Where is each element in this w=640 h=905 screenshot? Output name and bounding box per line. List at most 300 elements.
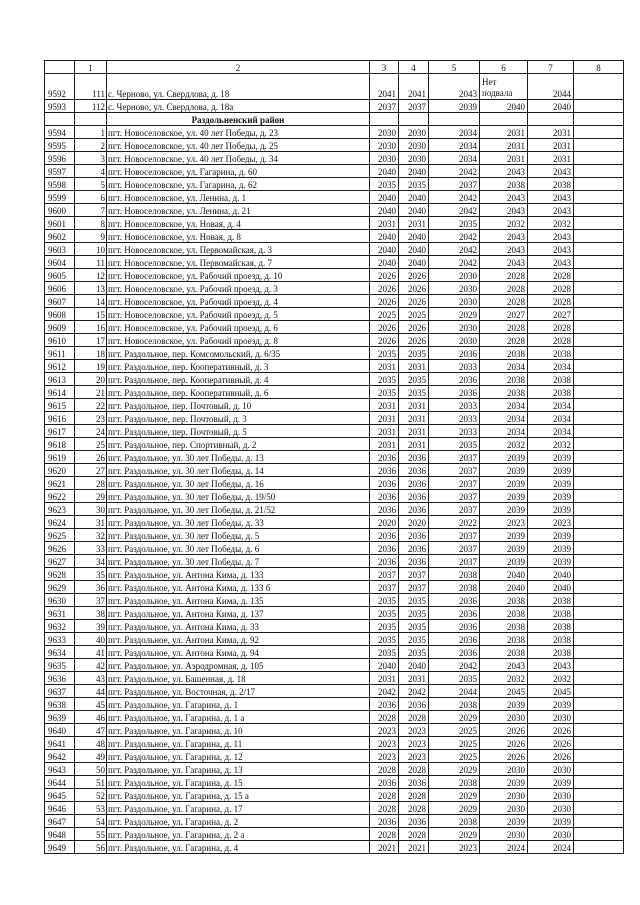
year-cell-col7: 2040 <box>528 581 574 594</box>
year-cell-col5: 2030 <box>429 295 480 308</box>
year-cell-col4: 2025 <box>399 308 429 321</box>
year-cell-col4: 2026 <box>399 334 429 347</box>
year-cell-col3: 2036 <box>370 555 399 568</box>
address-cell: пгт. Раздольное, пер. Кооперативный, д. 6 <box>107 386 370 399</box>
year-cell-col3: 2031 <box>370 425 399 438</box>
table-row <box>45 776 624 789</box>
table-row <box>45 529 624 542</box>
year-cell-col3: 2031 <box>370 360 399 373</box>
year-cell-col4: 2036 <box>399 555 429 568</box>
year-cell-col8 <box>574 451 624 464</box>
year-cell-col7: 2032 <box>528 438 574 451</box>
address-cell: пгт. Новоселовское, ул. Рабочий проезд, д. 3 <box>107 282 370 295</box>
year-cell-col4: 2035 <box>399 594 429 607</box>
item-number-cell: 37 <box>75 594 107 607</box>
year-cell-col6: 2038 <box>480 646 528 659</box>
record-id-cell: 9598 <box>45 178 75 191</box>
year-cell-col6: 2043 <box>480 256 528 269</box>
item-number-cell: 52 <box>75 789 107 802</box>
address-cell: пгт. Новоселовское, ул. Рабочий проезд, д. 5 <box>107 308 370 321</box>
item-number-cell: 33 <box>75 542 107 555</box>
item-number-cell: 16 <box>75 321 107 334</box>
item-number-cell: 13 <box>75 282 107 295</box>
year-cell-col8 <box>574 373 624 386</box>
year-cell-col3: 2028 <box>370 763 399 776</box>
year-cell-col7: 2038 <box>528 178 574 191</box>
year-cell-col8 <box>574 74 624 100</box>
year-cell-col3: 2031 <box>370 672 399 685</box>
address-cell: пгт. Раздольное, ул. Антона Кима, д. 133 б <box>107 581 370 594</box>
year-cell-col8 <box>574 490 624 503</box>
year-cell-col5: 2042 <box>429 204 480 217</box>
year-cell-col8 <box>574 360 624 373</box>
table-row <box>45 464 624 477</box>
address-cell: пгт. Новоселовское, ул. Рабочий проезд, д. 4 <box>107 295 370 308</box>
year-cell-col4: 2035 <box>399 178 429 191</box>
year-cell-col4: 2040 <box>399 230 429 243</box>
year-cell-col8 <box>574 438 624 451</box>
year-cell-col4: 2028 <box>399 763 429 776</box>
year-cell-col5: 2029 <box>429 308 480 321</box>
year-cell-col3: 2026 <box>370 282 399 295</box>
year-cell-col7: 2039 <box>528 529 574 542</box>
year-cell-col5: 2036 <box>429 633 480 646</box>
year-cell-col3: 2036 <box>370 542 399 555</box>
year-cell-col8 <box>574 529 624 542</box>
item-number-cell: 4 <box>75 165 107 178</box>
section-empty-cell <box>75 113 107 126</box>
table-row <box>45 672 624 685</box>
record-id-cell: 9638 <box>45 698 75 711</box>
table-row <box>45 750 624 763</box>
year-cell-col7: 2034 <box>528 399 574 412</box>
year-cell-col6: 2030 <box>480 763 528 776</box>
table-row <box>45 477 624 490</box>
year-cell-col8 <box>574 152 624 165</box>
year-cell-col7: 2027 <box>528 308 574 321</box>
year-cell-col7: 2032 <box>528 217 574 230</box>
year-cell-col6: 2034 <box>480 412 528 425</box>
address-cell: пгт. Новоселовское, ул. 40 лет Победы, д. 25 <box>107 139 370 152</box>
year-cell-col7: 2040 <box>528 568 574 581</box>
year-cell-col5: 2029 <box>429 789 480 802</box>
item-number-cell: 34 <box>75 555 107 568</box>
year-cell-col8 <box>574 659 624 672</box>
year-cell-col4: 2031 <box>399 438 429 451</box>
year-cell-col5: 2038 <box>429 815 480 828</box>
address-cell: пгт. Раздольное, ул. 30 лет Победы, д. 7 <box>107 555 370 568</box>
year-cell-col5: 2025 <box>429 737 480 750</box>
year-cell-col6: 2039 <box>480 464 528 477</box>
year-cell-col7: 2043 <box>528 191 574 204</box>
district-section-title: Раздольненский район <box>107 113 370 126</box>
table-row <box>45 100 624 113</box>
year-cell-col8 <box>574 425 624 438</box>
year-cell-col3: 2036 <box>370 464 399 477</box>
address-cell: пгт. Раздольное, ул. Гагарина, д. 2 а <box>107 828 370 841</box>
year-cell-col3: 2040 <box>370 243 399 256</box>
year-cell-col3: 2035 <box>370 594 399 607</box>
item-number-cell: 47 <box>75 724 107 737</box>
record-id-cell: 9607 <box>45 295 75 308</box>
item-number-cell: 30 <box>75 503 107 516</box>
record-id-cell: 9642 <box>45 750 75 763</box>
year-cell-col5: 2030 <box>429 269 480 282</box>
year-cell-col8 <box>574 555 624 568</box>
address-cell: пгт. Раздольное, пер. Кооперативный, д. 3 <box>107 360 370 373</box>
year-cell-col7: 2039 <box>528 451 574 464</box>
year-cell-col4: 2037 <box>399 581 429 594</box>
year-cell-col3: 2035 <box>370 373 399 386</box>
year-cell-col3: 2028 <box>370 828 399 841</box>
year-cell-col4: 2031 <box>399 672 429 685</box>
address-cell: пгт. Новоселовское, ул. Первомайская, д. 3 <box>107 243 370 256</box>
year-cell-col8 <box>574 282 624 295</box>
year-cell-col7: 2044 <box>528 74 574 100</box>
year-cell-col4: 2040 <box>399 243 429 256</box>
year-cell-col6: 2031 <box>480 139 528 152</box>
table-row <box>45 256 624 269</box>
table-row <box>45 581 624 594</box>
item-number-cell: 54 <box>75 815 107 828</box>
item-number-cell: 22 <box>75 399 107 412</box>
year-cell-col8 <box>574 477 624 490</box>
year-cell-col4: 2036 <box>399 451 429 464</box>
year-cell-col6: 2039 <box>480 451 528 464</box>
year-cell-col8 <box>574 633 624 646</box>
year-cell-col3: 2035 <box>370 633 399 646</box>
header-cell: 2 <box>107 61 370 74</box>
record-id-cell: 9618 <box>45 438 75 451</box>
year-cell-col5: 2044 <box>429 685 480 698</box>
address-cell: пгт. Раздольное, ул. Восточная, д. 2/17 <box>107 685 370 698</box>
year-cell-col8 <box>574 672 624 685</box>
year-cell-col6: 2030 <box>480 802 528 815</box>
year-cell-col4: 2021 <box>399 841 429 854</box>
year-cell-col3: 2028 <box>370 802 399 815</box>
year-cell-col5: 2042 <box>429 243 480 256</box>
year-cell-col8 <box>574 776 624 789</box>
table-row <box>45 607 624 620</box>
year-cell-col3: 2036 <box>370 815 399 828</box>
year-cell-col8 <box>574 685 624 698</box>
item-number-cell: 51 <box>75 776 107 789</box>
year-cell-col6: 2040 <box>480 581 528 594</box>
year-cell-col8 <box>574 594 624 607</box>
year-cell-col7: 2039 <box>528 464 574 477</box>
section-empty-cell <box>45 113 75 126</box>
item-number-cell: 5 <box>75 178 107 191</box>
year-cell-col8 <box>574 503 624 516</box>
year-cell-col3: 2035 <box>370 347 399 360</box>
year-cell-col8 <box>574 711 624 724</box>
year-cell-col8 <box>574 750 624 763</box>
year-cell-col6: 2028 <box>480 295 528 308</box>
address-cell: пгт. Новоселовское, ул. Новая, д. 8 <box>107 230 370 243</box>
record-id-cell: 9605 <box>45 269 75 282</box>
address-cell: пгт. Раздольное, пер. Почтовый, д. 3 <box>107 412 370 425</box>
address-cell: пгт. Новоселовское, ул. Гагарина, д. 60 <box>107 165 370 178</box>
table-row <box>45 698 624 711</box>
item-number-cell: 24 <box>75 425 107 438</box>
year-cell-col6: 2038 <box>480 620 528 633</box>
year-cell-col4: 2036 <box>399 776 429 789</box>
record-id-cell: 9624 <box>45 516 75 529</box>
year-cell-col6: 2038 <box>480 633 528 646</box>
year-cell-col3: 2023 <box>370 724 399 737</box>
year-cell-col3: 2035 <box>370 607 399 620</box>
year-cell-col5: 2042 <box>429 230 480 243</box>
year-cell-col4: 2028 <box>399 802 429 815</box>
year-cell-col5: 2035 <box>429 672 480 685</box>
year-cell-col5: 2025 <box>429 750 480 763</box>
record-id-cell: 9613 <box>45 373 75 386</box>
item-number-cell: 19 <box>75 360 107 373</box>
item-number-cell: 42 <box>75 659 107 672</box>
item-number-cell: 35 <box>75 568 107 581</box>
year-cell-col7: 2030 <box>528 789 574 802</box>
year-cell-col8 <box>574 737 624 750</box>
year-cell-col3: 2042 <box>370 685 399 698</box>
record-id-cell: 9630 <box>45 594 75 607</box>
year-cell-col7: 2030 <box>528 802 574 815</box>
year-cell-col8 <box>574 724 624 737</box>
year-cell-col4: 2036 <box>399 490 429 503</box>
year-cell-col6: 2027 <box>480 308 528 321</box>
year-cell-col5: 2030 <box>429 282 480 295</box>
year-cell-col5: 2042 <box>429 256 480 269</box>
record-id-cell: 9622 <box>45 490 75 503</box>
record-id-cell: 9628 <box>45 568 75 581</box>
item-number-cell: 14 <box>75 295 107 308</box>
year-cell-col5: 2033 <box>429 399 480 412</box>
table-row <box>45 386 624 399</box>
year-cell-col7: 2031 <box>528 126 574 139</box>
table-row <box>45 347 624 360</box>
address-cell: пгт. Раздольное, ул. Гагарина, д. 15 <box>107 776 370 789</box>
year-cell-col4: 2037 <box>399 100 429 113</box>
table-row <box>45 321 624 334</box>
year-cell-col8 <box>574 516 624 529</box>
year-cell-col7: 2028 <box>528 295 574 308</box>
year-cell-col7: 2039 <box>528 542 574 555</box>
year-cell-col8 <box>574 412 624 425</box>
year-cell-col8 <box>574 217 624 230</box>
year-cell-col6: 2028 <box>480 269 528 282</box>
year-cell-col8 <box>574 165 624 178</box>
table-row <box>45 685 624 698</box>
year-cell-col3: 2023 <box>370 750 399 763</box>
year-cell-col5: 2042 <box>429 659 480 672</box>
item-number-cell: 17 <box>75 334 107 347</box>
year-cell-col8 <box>574 347 624 360</box>
address-cell: пгт. Новоселовское, ул. 40 лет Победы, д. 34 <box>107 152 370 165</box>
year-cell-col7: 2028 <box>528 321 574 334</box>
table-row <box>45 516 624 529</box>
year-cell-col6: 2031 <box>480 126 528 139</box>
record-id-cell: 9615 <box>45 399 75 412</box>
year-cell-col4: 2036 <box>399 503 429 516</box>
year-cell-col8 <box>574 191 624 204</box>
item-number-cell: 43 <box>75 672 107 685</box>
table-row <box>45 308 624 321</box>
year-cell-col5: 2034 <box>429 152 480 165</box>
record-id-cell: 9633 <box>45 633 75 646</box>
address-cell: пгт. Раздольное, ул. Антона Кима, д. 137 <box>107 607 370 620</box>
table-row <box>45 126 624 139</box>
year-cell-col4: 2037 <box>399 568 429 581</box>
address-cell: пгт. Раздольное, ул. Антона Кима, д. 92 <box>107 633 370 646</box>
year-cell-col6: 2030 <box>480 828 528 841</box>
address-cell: пгт. Раздольное, пер. Комсомольский, д. 6/35 <box>107 347 370 360</box>
year-cell-col6: 2030 <box>480 711 528 724</box>
year-cell-col3: 2040 <box>370 230 399 243</box>
year-cell-col4: 2035 <box>399 633 429 646</box>
item-number-cell: 40 <box>75 633 107 646</box>
year-cell-col6: 2031 <box>480 152 528 165</box>
year-cell-col5: 2037 <box>429 542 480 555</box>
year-cell-col7: 2032 <box>528 672 574 685</box>
year-cell-col3: 2036 <box>370 490 399 503</box>
record-id-cell: 9620 <box>45 464 75 477</box>
address-cell: пгт. Новоселовское, ул. Рабочий проезд, д. 6 <box>107 321 370 334</box>
year-cell-col4: 2035 <box>399 373 429 386</box>
year-cell-col3: 2031 <box>370 399 399 412</box>
year-cell-col8 <box>574 542 624 555</box>
year-cell-col5: 2034 <box>429 139 480 152</box>
record-id-cell: 9621 <box>45 477 75 490</box>
record-id-cell: 9641 <box>45 737 75 750</box>
table-row <box>45 295 624 308</box>
address-cell: пгт. Раздольное, ул. Гагарина, д. 1 а <box>107 711 370 724</box>
item-number-cell: 29 <box>75 490 107 503</box>
year-cell-col3: 2036 <box>370 529 399 542</box>
record-id-cell: 9635 <box>45 659 75 672</box>
year-cell-col8 <box>574 256 624 269</box>
address-cell: пгт. Раздольное, ул. Антона Кима, д. 135 <box>107 594 370 607</box>
year-cell-col8 <box>574 178 624 191</box>
item-number-cell: 18 <box>75 347 107 360</box>
section-empty-cell <box>429 113 480 126</box>
year-cell-col4: 2030 <box>399 139 429 152</box>
address-cell: с. Черново, ул. Свердлова, д. 18а <box>107 100 370 113</box>
record-id-cell: 9626 <box>45 542 75 555</box>
item-number-cell: 41 <box>75 646 107 659</box>
record-id-cell: 9609 <box>45 321 75 334</box>
year-cell-col6 <box>480 74 528 100</box>
header-cell: 3 <box>370 61 399 74</box>
address-cell: пгт. Новоселовское, ул. Гагарина, д. 62 <box>107 178 370 191</box>
item-number-cell: 56 <box>75 841 107 854</box>
year-cell-col6: 2026 <box>480 737 528 750</box>
year-cell-col6: 2043 <box>480 243 528 256</box>
year-cell-col4: 2031 <box>399 412 429 425</box>
year-cell-col7: 2038 <box>528 646 574 659</box>
year-cell-col8 <box>574 308 624 321</box>
year-cell-col6: 2039 <box>480 503 528 516</box>
record-id-cell: 9646 <box>45 802 75 815</box>
year-cell-col6: 2034 <box>480 425 528 438</box>
record-id-cell: 9612 <box>45 360 75 373</box>
year-cell-col5: 2042 <box>429 191 480 204</box>
year-cell-col3: 2026 <box>370 321 399 334</box>
year-cell-col4: 2031 <box>399 399 429 412</box>
year-cell-col5: 2038 <box>429 698 480 711</box>
year-cell-col8 <box>574 295 624 308</box>
year-cell-col6: 2039 <box>480 698 528 711</box>
year-cell-col7: 2038 <box>528 607 574 620</box>
year-cell-col7: 2039 <box>528 698 574 711</box>
year-cell-col5: 2033 <box>429 360 480 373</box>
year-cell-col7: 2024 <box>528 841 574 854</box>
address-cell: пгт. Новоселовское, ул. Первомайская, д. 7 <box>107 256 370 269</box>
year-cell-col5: 2036 <box>429 347 480 360</box>
year-cell-col5: 2037 <box>429 529 480 542</box>
year-cell-col4: 2026 <box>399 295 429 308</box>
record-id-cell: 9610 <box>45 334 75 347</box>
item-number-cell: 3 <box>75 152 107 165</box>
year-cell-col3: 2021 <box>370 841 399 854</box>
section-empty-cell <box>528 113 574 126</box>
year-cell-col5: 2023 <box>429 841 480 854</box>
year-cell-col5: 2029 <box>429 802 480 815</box>
year-cell-col6: 2043 <box>480 165 528 178</box>
year-cell-col4: 2040 <box>399 165 429 178</box>
year-cell-col6: 2043 <box>480 659 528 672</box>
address-cell: пгт. Раздольное, ул. 30 лет Победы, д. 19/50 <box>107 490 370 503</box>
year-cell-col8 <box>574 399 624 412</box>
year-cell-col5: 2037 <box>429 178 480 191</box>
year-cell-col8 <box>574 230 624 243</box>
address-cell: с. Черново, ул. Свердлова, д. 18 <box>107 74 370 100</box>
address-cell: пгт. Раздольное, ул. Аэродромная, д. 105 <box>107 659 370 672</box>
year-cell-col7: 2031 <box>528 139 574 152</box>
year-cell-col5: 2029 <box>429 711 480 724</box>
year-cell-col8 <box>574 321 624 334</box>
table-row <box>45 165 624 178</box>
item-number-cell: 20 <box>75 373 107 386</box>
record-id-cell: 9636 <box>45 672 75 685</box>
year-cell-col4: 2031 <box>399 360 429 373</box>
year-cell-col7: 2039 <box>528 490 574 503</box>
column-number-header-row <box>45 61 624 74</box>
year-cell-col5: 2030 <box>429 321 480 334</box>
table-row <box>45 737 624 750</box>
year-cell-col3: 2020 <box>370 516 399 529</box>
year-cell-col6: 2038 <box>480 607 528 620</box>
year-cell-col3: 2031 <box>370 412 399 425</box>
year-cell-col3: 2035 <box>370 620 399 633</box>
year-cell-col4: 2035 <box>399 347 429 360</box>
year-cell-col5: 2038 <box>429 568 480 581</box>
year-cell-col6: 2034 <box>480 360 528 373</box>
year-cell-col6: 2039 <box>480 490 528 503</box>
year-cell-col4: 2028 <box>399 789 429 802</box>
year-cell-col5: 2037 <box>429 503 480 516</box>
no-basement-note: Нет подвала <box>482 77 513 98</box>
section-empty-cell <box>574 113 624 126</box>
item-number-cell: 25 <box>75 438 107 451</box>
record-id-cell: 9606 <box>45 282 75 295</box>
record-id-cell: 9631 <box>45 607 75 620</box>
header-cell: 1 <box>75 61 107 74</box>
table-row <box>45 620 624 633</box>
item-number-cell: 50 <box>75 763 107 776</box>
record-id-cell: 9647 <box>45 815 75 828</box>
record-id-cell: 9649 <box>45 841 75 854</box>
record-id-cell: 9623 <box>45 503 75 516</box>
year-cell-col5: 2037 <box>429 451 480 464</box>
